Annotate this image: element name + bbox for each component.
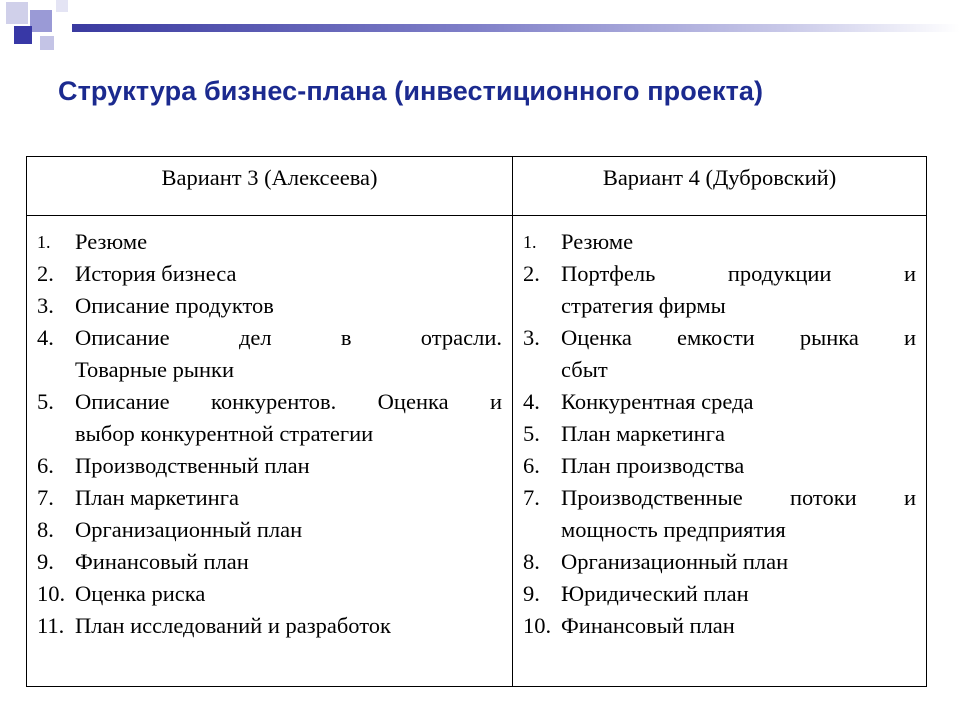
list-item <box>37 514 502 546</box>
column-cell <box>27 216 513 687</box>
list-item-text <box>75 386 502 450</box>
list-item-line: мощность предприятия <box>561 517 786 542</box>
list-item-text <box>75 482 502 514</box>
list-item <box>523 226 916 258</box>
list-item-number: 2. <box>523 261 540 286</box>
list-item-text <box>75 450 502 482</box>
list-item <box>523 482 916 546</box>
list-item <box>37 482 502 514</box>
list-item-line: Организационный план <box>561 549 789 574</box>
list-item-line: Организационный план <box>75 517 303 542</box>
page-title: Структура бизнес-плана (инвестиционного проекта) <box>58 76 764 106</box>
list-item-line: Юридический план <box>561 581 749 606</box>
list-item-line: План маркетинга <box>561 421 725 446</box>
list-item-line: Резюме <box>561 229 634 254</box>
header-decoration <box>0 0 960 60</box>
deco-square <box>30 10 52 32</box>
deco-square <box>6 2 28 24</box>
list-item-line: План маркетинга <box>75 485 239 510</box>
list-item-line: Описание продуктов <box>75 293 274 318</box>
deco-square <box>40 36 54 50</box>
list-item-text <box>561 482 916 546</box>
list-item-line: План производства <box>561 453 745 478</box>
list-item <box>37 258 502 290</box>
list-item-line: План исследований и разработок <box>75 613 391 638</box>
list-item-line: Финансовый план <box>75 549 249 574</box>
list-item-text <box>561 546 916 578</box>
list-item-number: 3. <box>523 325 540 350</box>
column-header <box>27 157 513 216</box>
list-item-line: Конкурентная среда <box>561 389 754 414</box>
list-item-text <box>561 578 916 610</box>
list-item-text <box>561 226 916 258</box>
column-header-text: Вариант 3 (Алексеева) <box>161 165 378 190</box>
list-item-number: 11. <box>37 613 65 638</box>
list-item-text <box>561 450 916 482</box>
list-item <box>523 546 916 578</box>
list-item-text <box>561 418 916 450</box>
column-header-text: Вариант 4 (Дубровский) <box>602 165 837 190</box>
list-item-line: Описание конкурентов. Оценка и <box>75 389 502 414</box>
list-item-text <box>75 546 502 578</box>
list-item-line: Финансовый план <box>561 613 735 638</box>
list-item-number: 6. <box>37 453 54 478</box>
list <box>513 226 926 642</box>
list-item-line: выбор конкурентной стратегии <box>75 421 374 446</box>
list-item-text <box>75 290 502 322</box>
list-item-number: 3. <box>37 293 54 318</box>
list-item-number: 4. <box>37 325 54 350</box>
list-item-number: 1. <box>37 232 51 252</box>
comparison-table <box>26 156 927 687</box>
list-item-text <box>75 226 502 258</box>
list-item-line: История бизнеса <box>75 261 237 286</box>
list-item-number: 5. <box>37 389 54 414</box>
column-header <box>513 157 927 216</box>
list-item-line: Описание дел в отрасли. <box>75 325 502 350</box>
list-item-number: 7. <box>523 485 540 510</box>
list-item-text <box>75 258 502 290</box>
list-item-number: 2. <box>37 261 54 286</box>
list-item <box>37 386 502 450</box>
list-item-number: 10. <box>37 581 66 606</box>
list-item-line: Оценка риска <box>75 581 206 606</box>
list-item <box>523 450 916 482</box>
column-cell <box>513 216 927 687</box>
list-item-line: Товарные рынки <box>75 357 235 382</box>
list-item-number: 8. <box>37 517 54 542</box>
list-item <box>37 578 502 610</box>
table-header-row <box>27 157 927 216</box>
list-item-number: 9. <box>523 581 540 606</box>
list-item <box>37 610 502 642</box>
list-item-number: 10. <box>523 613 552 638</box>
list <box>27 226 512 642</box>
list-item-text <box>75 322 502 386</box>
list-item-line: сбыт <box>561 357 608 382</box>
deco-gradient-bar <box>72 24 960 32</box>
list-item-text <box>75 578 502 610</box>
list-item <box>523 610 916 642</box>
list-item-line: Производственный план <box>75 453 310 478</box>
list-item <box>37 450 502 482</box>
list-item <box>37 290 502 322</box>
list-item-line: Портфель продукции и <box>561 261 916 286</box>
list-item-line: Оценка емкости рынка и <box>561 325 916 350</box>
list-item-text <box>561 610 916 642</box>
list-item <box>37 226 502 258</box>
list-item-text <box>561 322 916 386</box>
table-body-row <box>27 216 927 687</box>
list-item-line: Производственные потоки и <box>561 485 916 510</box>
deco-square <box>14 26 32 44</box>
list-item-text <box>75 514 502 546</box>
list-item <box>523 578 916 610</box>
list-item-text <box>75 610 502 642</box>
list-item-line: стратегия фирмы <box>561 293 726 318</box>
list-item-text <box>561 386 916 418</box>
list-item-number: 8. <box>523 549 540 574</box>
list-item-number: 1. <box>523 232 537 252</box>
list-item-number: 4. <box>523 389 540 414</box>
list-item-number: 5. <box>523 421 540 446</box>
list-item-number: 9. <box>37 549 54 574</box>
list-item <box>523 322 916 386</box>
list-item <box>37 546 502 578</box>
list-item-text <box>561 258 916 322</box>
list-item <box>523 418 916 450</box>
list-item <box>37 322 502 386</box>
list-item-line: Резюме <box>75 229 148 254</box>
list-item-number: 7. <box>37 485 54 510</box>
list-item <box>523 258 916 322</box>
list-item <box>523 386 916 418</box>
deco-square <box>56 0 68 12</box>
list-item-number: 6. <box>523 453 540 478</box>
